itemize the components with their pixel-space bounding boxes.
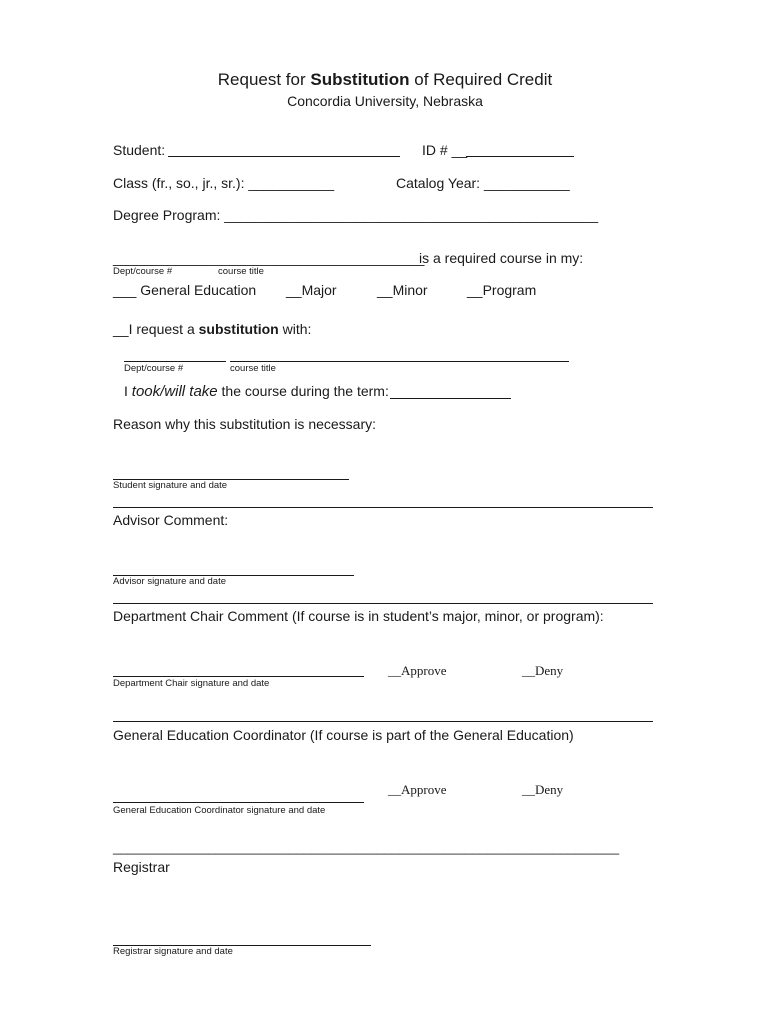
request-checkbox-blank[interactable]: __ [113,321,129,337]
student-label: Student: [113,142,166,158]
required-course-field[interactable]: ________________________________________ [113,250,425,266]
reason-label: Reason why this substitution is necessary: [113,416,377,432]
advisor-signature-caption: Advisor signature and date [113,576,227,587]
substitute-title-field[interactable] [230,361,569,362]
request-bold: substitution [198,321,279,337]
term-text [124,383,389,400]
option-minor[interactable]: __Minor [377,282,428,298]
request-substitution [113,321,311,337]
registrar-rule: _____________________________________________________________________ [113,840,620,855]
term-italic: took/will take [131,383,218,400]
substitute-dept-field[interactable] [124,361,226,362]
divider [113,721,653,722]
class-field[interactable]: Class (fr., so., jr., sr.): ___________ [113,175,334,191]
chair-signature-line[interactable] [113,676,364,677]
gened-signature-line[interactable] [113,802,364,803]
degree-program-field[interactable]: Degree Program: ________________________________________________ [113,207,599,223]
registrar-signature-caption: Registrar signature and date [113,946,233,957]
divider [113,507,653,508]
request-suffix: with: [278,321,312,337]
page-title [0,70,770,90]
id-field[interactable] [466,156,574,157]
option-major[interactable]: __Major [286,282,337,298]
option-program[interactable]: __Program [467,282,537,298]
term-prefix: I [124,383,132,399]
required-course-text: is a required course in my: [419,250,584,266]
option-general-education[interactable]: ___ General Education [113,282,257,298]
id-label: ID # __ [422,142,468,158]
registrar-label: Registrar [113,859,170,875]
term-field[interactable] [390,398,511,399]
request-prefix: I request a [128,321,199,337]
substitute-title-caption: course title [230,363,276,374]
chair-signature-caption: Department Chair signature and date [113,678,270,689]
catalog-year-field[interactable]: Catalog Year: ___________ [396,175,570,191]
page-subtitle: Concordia University, Nebraska [287,93,483,109]
gened-approve-option[interactable]: __Approve [388,782,447,797]
term-suffix: the course during the term: [217,383,389,399]
course-title-caption: course title [218,266,264,277]
gened-deny-option[interactable]: __Deny [522,782,564,797]
gened-comment-label: General Education Coordinator (If course is part of the General Education) [113,727,574,743]
student-field[interactable] [168,156,400,157]
title-bold: Substitution [310,70,410,89]
chair-comment-label: Department Chair Comment (If course is in student’s major, minor, or program): [113,608,604,624]
dept-course-caption: Dept/course # [113,266,173,277]
gened-signature-caption: General Education Coordinator signature and date [113,805,326,816]
advisor-comment-label: Advisor Comment: [113,512,229,528]
divider [113,603,653,604]
student-signature-caption: Student signature and date [113,480,228,491]
title-suffix: of Required Credit [409,70,553,89]
chair-approve-option[interactable]: __Approve [388,663,447,678]
chair-deny-option[interactable]: __Deny [522,663,564,678]
substitute-dept-caption: Dept/course # [124,363,184,374]
title-prefix: Request for [217,70,311,89]
